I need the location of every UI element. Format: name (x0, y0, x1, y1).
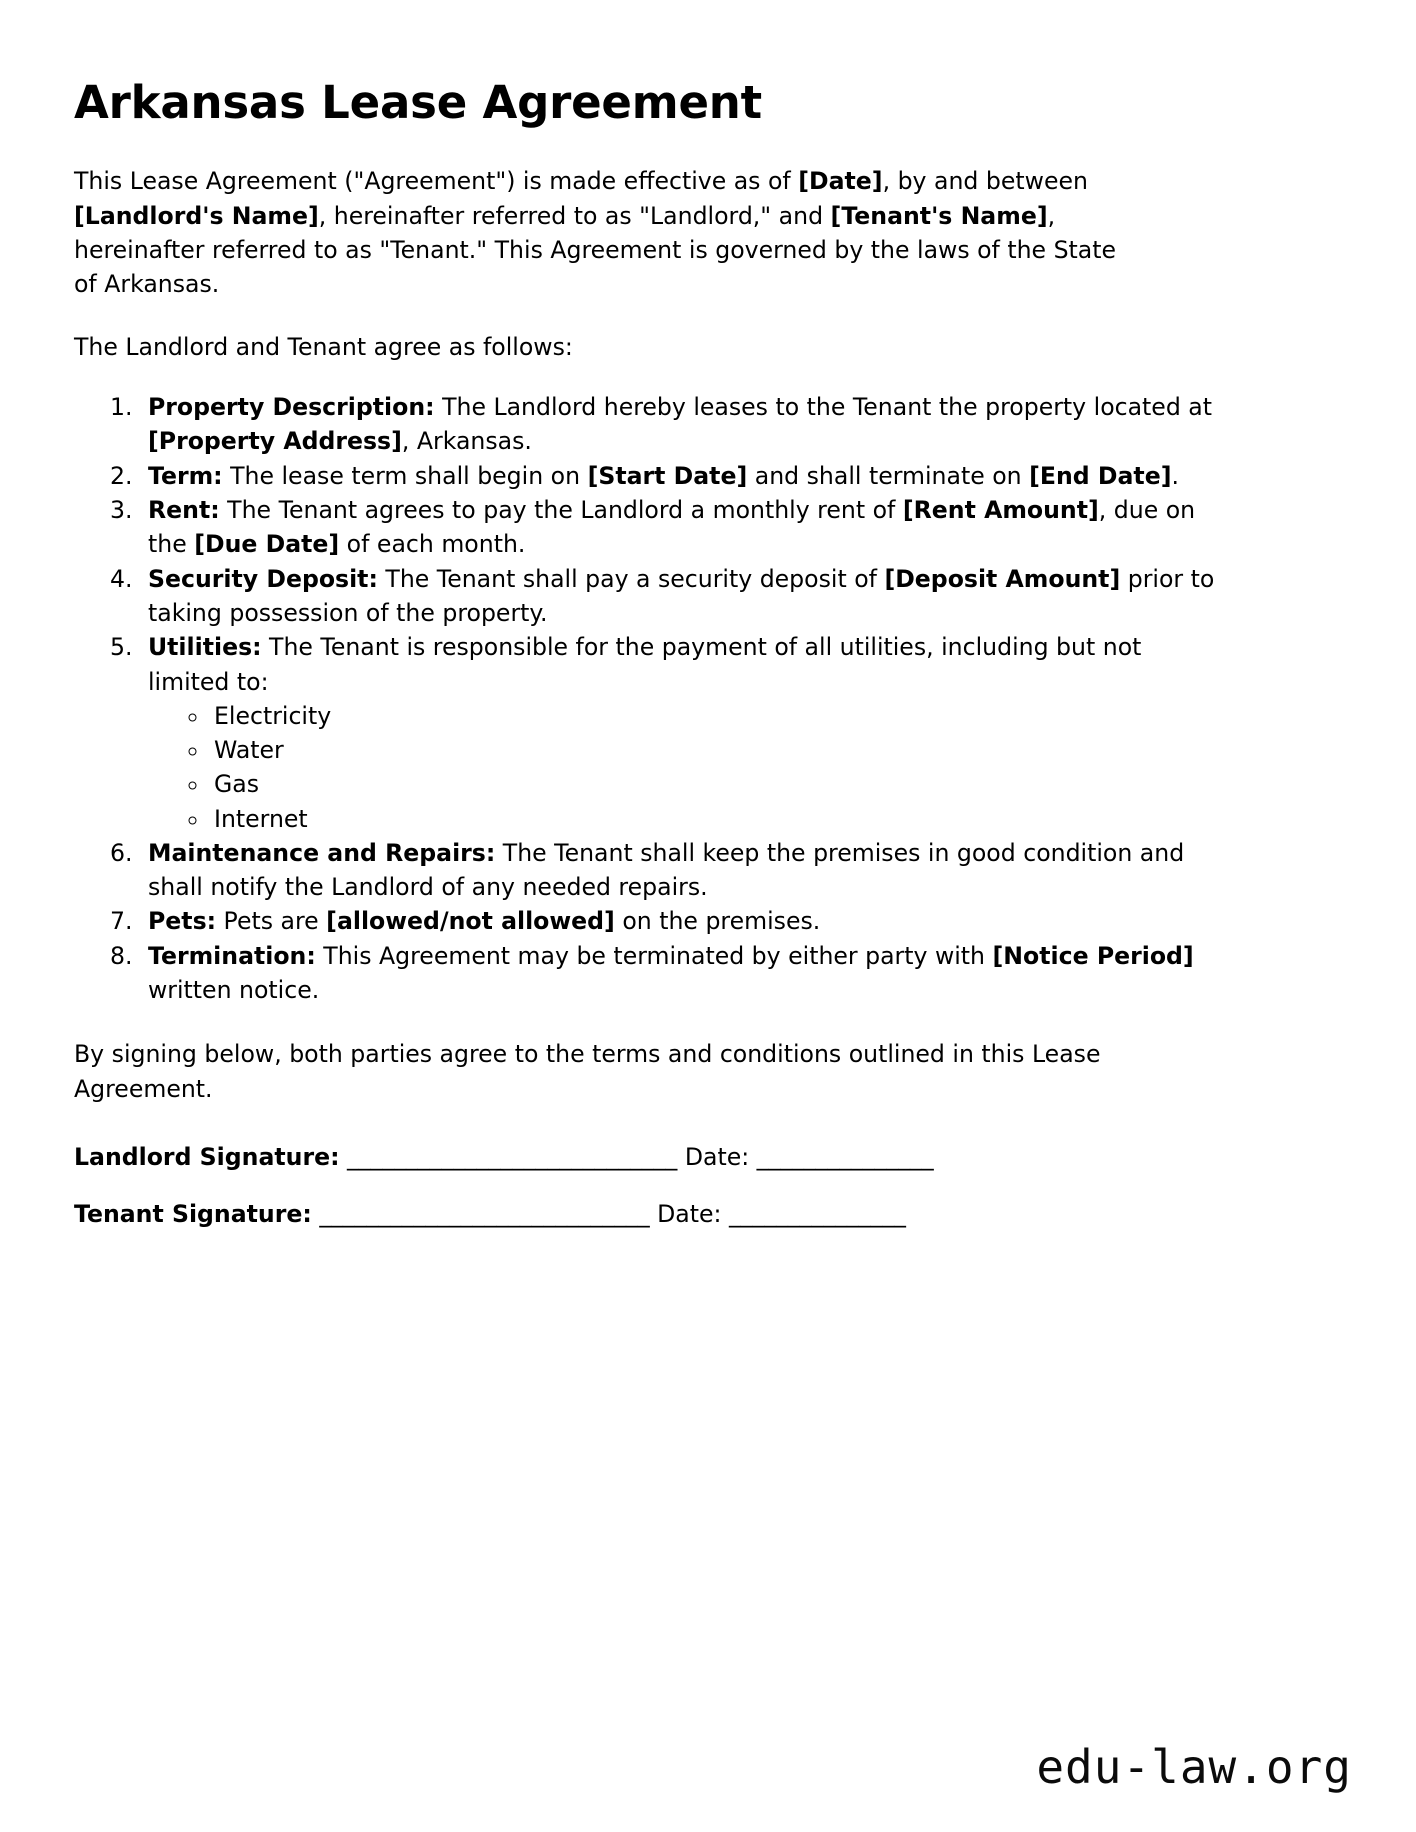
clause-item (140, 493, 1218, 562)
emphasized-placeholder: Termination: (148, 941, 316, 970)
body-text-run: The Landlord hereby leases to the Tenant the property located at (434, 393, 1213, 422)
date-label: Date: (657, 1200, 722, 1229)
body-text-run: of each month. (339, 530, 526, 559)
signature-row (74, 1197, 1344, 1232)
spacer (650, 1200, 658, 1228)
emphasized-placeholder: Maintenance and Repairs: (148, 838, 496, 867)
list-item: ◦ Internet (210, 802, 1218, 836)
spacer (340, 1143, 348, 1171)
closing-paragraph: By signing below, both parties agree to the terms and conditions outlined in this Lease Agreement. (74, 1040, 1101, 1103)
body-text-run: This Lease Agreement ("Agreement") is made effective as of (74, 167, 799, 196)
emphasized-placeholder: [Rent Amount] (902, 496, 1099, 525)
emphasized-placeholder: Term: (148, 461, 223, 490)
emphasized-placeholder: [Due Date] (194, 530, 340, 559)
body-text-run: The Tenant shall keep the premises in good condition and shall notify the Landlord of any needed repairs. (148, 838, 1185, 902)
body-text-run: The Tenant shall pay a security deposit of (377, 564, 885, 593)
body-text-run: The lease term shall begin on (222, 461, 588, 490)
agreement-lead-in: The Landlord and Tenant agree as follows: (74, 332, 573, 361)
body-text-run: . (1171, 461, 1179, 490)
intro-paragraph (74, 164, 1139, 301)
emphasized-placeholder: [Start Date] (587, 461, 748, 490)
body-text-run: , Arkansas. (401, 427, 532, 456)
spacer (721, 1200, 729, 1228)
emphasized-placeholder: [Date] (798, 167, 883, 196)
body-text-run: , hereinafter referred to as "Landlord," and (318, 201, 831, 230)
clause-item (140, 939, 1218, 1008)
clause-item (140, 630, 1218, 835)
body-text-run: Pets are (216, 907, 327, 936)
emphasized-placeholder: [Notice Period] (992, 941, 1194, 970)
spacer (749, 1143, 757, 1171)
signature-label: Tenant Signature: (74, 1200, 312, 1229)
clause-item (140, 459, 1218, 493)
clause-item (140, 904, 1218, 938)
body-text-run: , due on the (148, 496, 1196, 559)
signature-label: Landlord Signature: (74, 1143, 340, 1172)
signature-line[interactable]: ____________________________ (319, 1200, 650, 1229)
date-line[interactable]: _______________ (756, 1143, 934, 1172)
body-text-run: , hereinafter referred to as "Tenant." This Agreement is governed by the laws of the State of Arkansas. (74, 201, 1117, 299)
list-item: ◦ Gas (210, 767, 1218, 801)
emphasized-placeholder: [allowed/not allowed] (326, 907, 615, 936)
signature-line[interactable]: ____________________________ (347, 1143, 678, 1172)
emphasized-placeholder: [Landlord's Name] (74, 201, 319, 230)
page-title: Arkansas Lease Agreement (74, 76, 762, 129)
clause-list (74, 390, 1218, 1007)
clause-item (140, 390, 1218, 459)
emphasized-placeholder: Property Description: (148, 393, 435, 422)
body-text-run: and shall terminate on (747, 461, 1030, 490)
body-text-run: prior to taking possession of the property. (148, 564, 1215, 627)
utility-list (148, 699, 1218, 836)
emphasized-placeholder: [Property Address] (148, 427, 402, 456)
body-text-run: This Agreement may be terminated by either party with (315, 941, 993, 970)
clause-item (140, 836, 1218, 905)
emphasized-placeholder: [Deposit Amount] (884, 564, 1121, 593)
body-text-run: written notice. (148, 976, 320, 1005)
spacer (677, 1143, 685, 1171)
date-label: Date: (684, 1143, 750, 1172)
list-item: ◦ Electricity (210, 699, 1218, 733)
clause-item (140, 562, 1218, 631)
emphasized-placeholder: Pets: (148, 907, 217, 936)
emphasized-placeholder: Utilities: (148, 633, 262, 662)
body-text-run: The Tenant is responsible for the payment of all utilities, including but not limited to: (148, 633, 1142, 696)
signature-row (74, 1140, 1344, 1175)
emphasized-placeholder: Security Deposit: (148, 564, 378, 593)
site-watermark: edu-law.org (1036, 1740, 1352, 1794)
emphasized-placeholder: Rent: (148, 496, 220, 525)
emphasized-placeholder: [End Date] (1029, 461, 1172, 490)
body-text-run: on the premises. (614, 907, 821, 936)
emphasized-placeholder: [Tenant's Name] (830, 201, 1048, 230)
signature-block (74, 1140, 1344, 1233)
date-line[interactable]: _______________ (728, 1200, 906, 1229)
list-item: ◦ Water (210, 733, 1218, 767)
body-text-run: , by and between (882, 167, 1088, 196)
body-text-run: The Tenant agrees to pay the Landlord a monthly rent of (219, 496, 903, 525)
